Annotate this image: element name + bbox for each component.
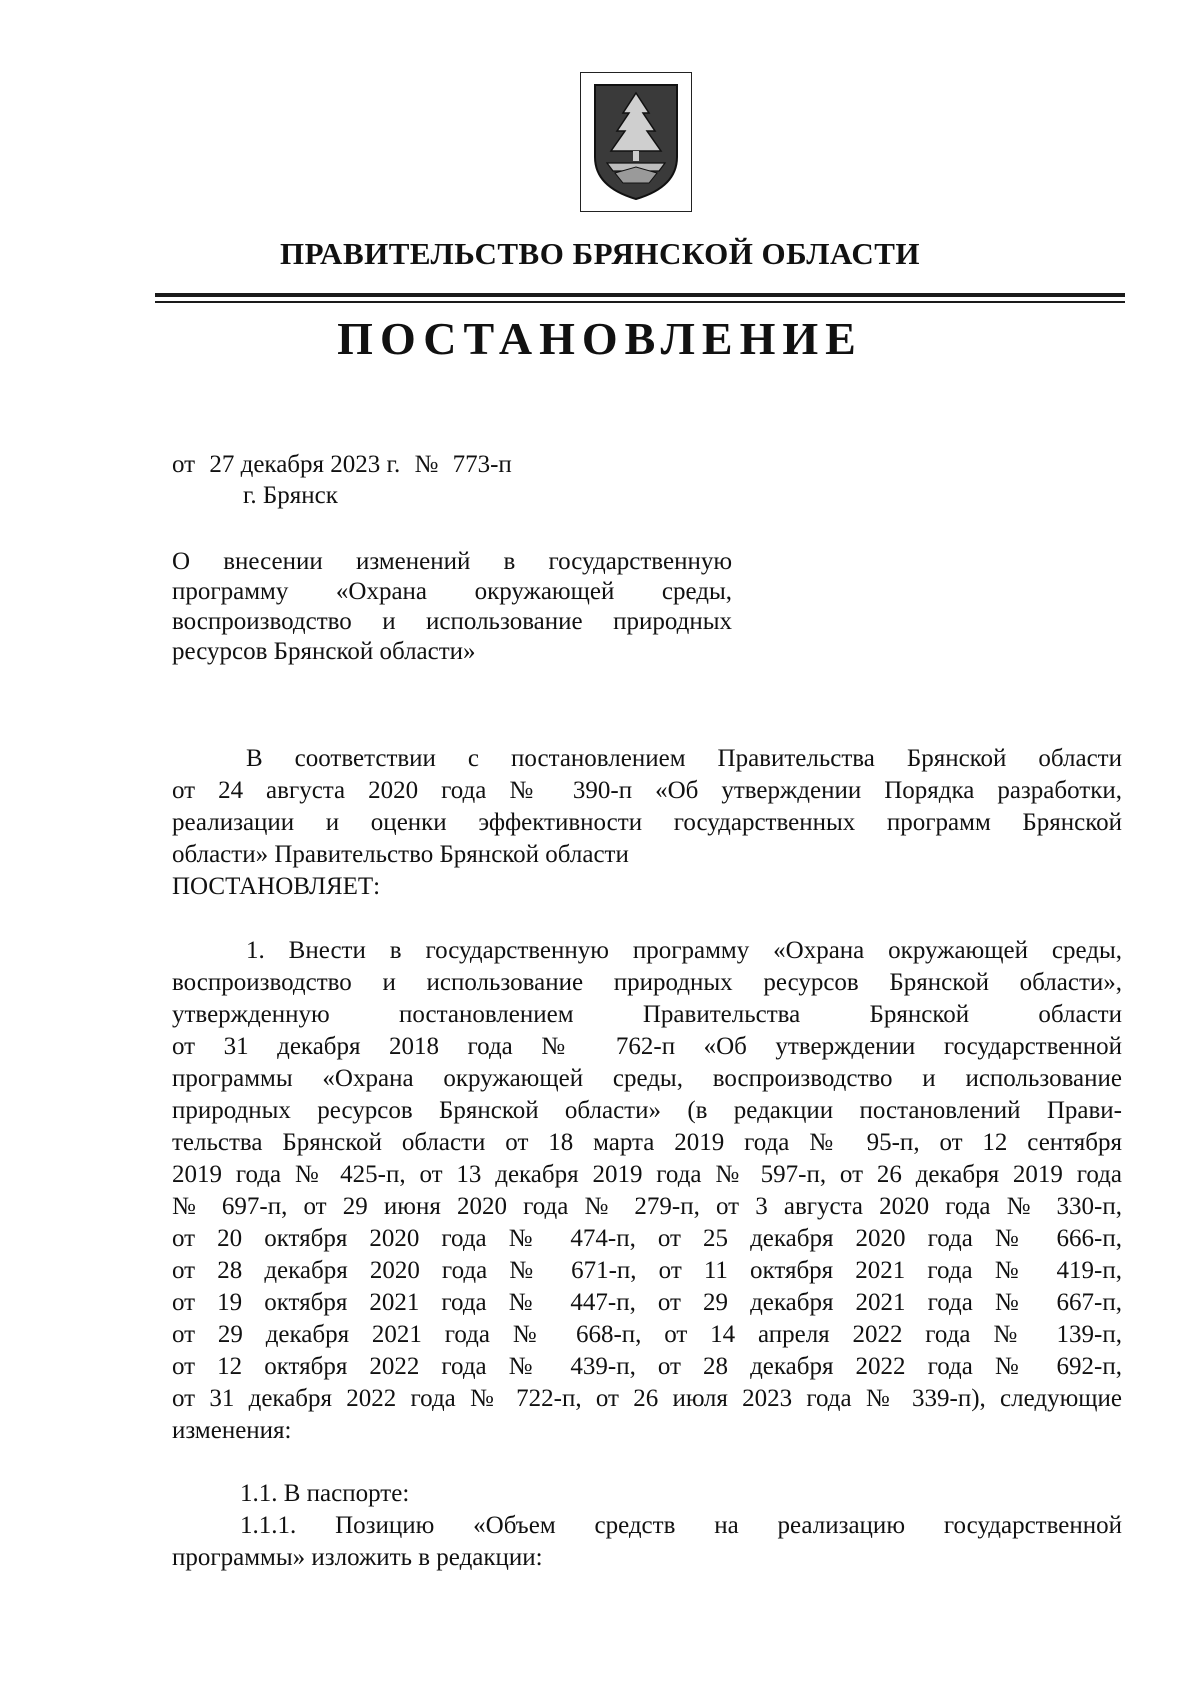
text-line: от 19 октября 2021 года № 447-п, от 29 декабря 2021 года № 667-п, bbox=[172, 1289, 1122, 1316]
text-line: от 28 декабря 2020 года № 671-п, от 11 октября 2021 года № 419-п, bbox=[172, 1257, 1122, 1284]
authority-name: ПРАВИТЕЛЬСТВО БРЯНСКОЙ ОБЛАСТИ bbox=[279, 236, 921, 271]
city: г. Брянск bbox=[243, 482, 338, 509]
text-line: природных ресурсов Брянской области» (в редакции постановлений Прави- bbox=[172, 1097, 1122, 1124]
coat-of-arms-emblem bbox=[580, 72, 692, 212]
text-line: от 31 декабря 2022 года № 722-п, от 26 июля 2023 года № 339-п), следующие bbox=[172, 1385, 1122, 1412]
document-subject bbox=[172, 547, 732, 667]
text-line: от 31 декабря 2018 года № 762-п «Об утверждении государственной bbox=[172, 1033, 1122, 1060]
date-number-line bbox=[172, 450, 512, 480]
text-line: тельства Брянской области от 18 марта 2019 года № 95-п, от 12 сентября bbox=[172, 1129, 1122, 1156]
subject-line: ресурсов Брянской области» bbox=[172, 638, 476, 665]
text-line: В соответствии с постановлением Правительства Брянской области bbox=[246, 745, 1122, 772]
item-1-1-paragraph bbox=[172, 1478, 1122, 1574]
text-line: от 20 октября 2020 года № 474-п, от 25 декабря 2020 года № 666-п, bbox=[172, 1225, 1122, 1252]
text-line: 2019 года № 425-п, от 13 декабря 2019 года № 597-п, от 26 декабря 2019 года bbox=[172, 1161, 1122, 1188]
document-number: 773-п bbox=[452, 451, 512, 478]
subject-line: программу «Охрана окружающей среды, bbox=[172, 578, 732, 605]
text-line: 1.1. В паспорте: bbox=[240, 1480, 410, 1507]
header-rule-thin bbox=[155, 301, 1125, 303]
text-line: воспроизводство и использование природных ресурсов Брянской области», bbox=[172, 969, 1122, 996]
subject-line: О внесении изменений в государственную bbox=[172, 548, 732, 575]
number-sign: № bbox=[414, 451, 439, 478]
text-line: программы» изложить в редакции: bbox=[172, 1544, 543, 1571]
text-line: утвержденную постановлением Правительства Брянской области bbox=[172, 1001, 1122, 1028]
document-date: 27 декабря 2023 г. bbox=[209, 451, 401, 478]
text-line: области» Правительство Брянской области bbox=[172, 841, 629, 868]
text-line: от 12 октября 2022 года № 439-п, от 28 декабря 2022 года № 692-п, bbox=[172, 1353, 1122, 1380]
coat-of-arms-icon bbox=[589, 79, 683, 203]
preamble-paragraph bbox=[172, 743, 1122, 903]
date-prefix: от bbox=[172, 451, 196, 478]
document-type: ПОСТАНОВЛЕНИЕ bbox=[337, 313, 863, 364]
text-line: программы «Охрана окружающей среды, воспроизводство и использование bbox=[172, 1065, 1122, 1092]
text-line: от 24 августа 2020 года № 390-п «Об утверждении Порядка разработки, bbox=[172, 777, 1122, 804]
text-line: изменения: bbox=[172, 1417, 292, 1444]
item-1-paragraph bbox=[172, 935, 1122, 1447]
text-line: от 29 декабря 2021 года № 668-п, от 14 апреля 2022 года № 139-п, bbox=[172, 1321, 1122, 1348]
text-line: 1.1.1. Позицию «Объем средств на реализацию государственной bbox=[240, 1512, 1122, 1539]
text-line: реализации и оценки эффективности государственных программ Брянской bbox=[172, 809, 1122, 836]
text-line: № 697-п, от 29 июня 2020 года № 279-п, от 3 августа 2020 года № 330-п, bbox=[172, 1193, 1122, 1220]
text-line: 1. Внести в государственную программу «Охрана окружающей среды, bbox=[246, 937, 1122, 964]
subject-line: воспроизводство и использование природных bbox=[172, 608, 732, 635]
header-rule-thick bbox=[155, 293, 1125, 297]
resolution-word: ПОСТАНОВЛЯЕТ: bbox=[172, 873, 381, 900]
